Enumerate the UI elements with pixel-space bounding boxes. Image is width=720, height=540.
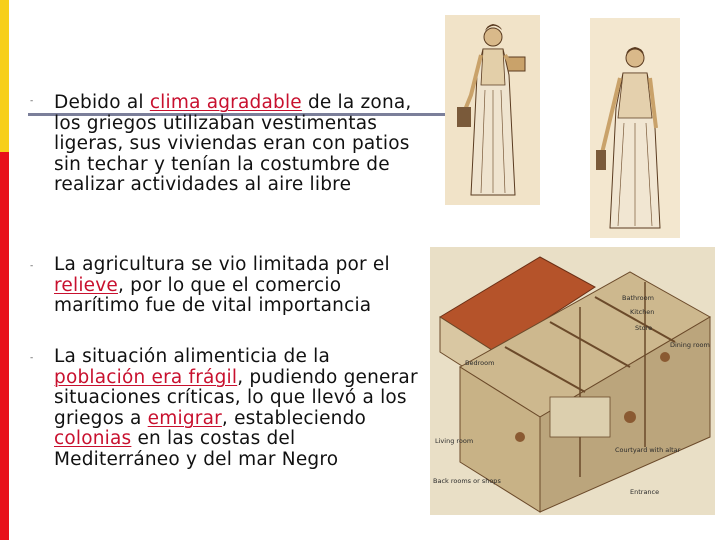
greek-woman-icon [445,15,540,205]
text-segment: , pudiendo generar situaciones críticas, lo que llevó a los griegos a [54,366,418,429]
paragraph-1 [54,93,424,196]
text-segment: Debido al [54,92,150,113]
text-segment: La agricultura se vio limitada por el [54,254,390,275]
greek-house-cutaway-illustration [430,247,715,515]
greek-woman-icon [590,18,680,238]
greek-figure-illustration-1 [445,15,540,205]
highlighted-term: emigrar [147,407,222,429]
greek-figure-illustration-2 [590,18,680,238]
bullet-marker: - [30,96,34,106]
paragraph-2 [54,255,424,317]
text-segment: , estableciendo [221,407,367,429]
text-segment: en las costas del Mediterráneo y del mar Negro [54,428,339,470]
label-bathroom: Bathroom [622,294,654,302]
text-segment: de la zona, los griegos utilizaban vestimentas ligeras, sus viviendas eran con patios sin techar y tenían la costumbre de realizar actividades al aire libre [54,92,412,195]
house-floorplan-icon [430,247,715,515]
highlighted-term: relieve [54,274,118,296]
paragraph-3 [54,347,424,470]
bullet-marker: - [30,261,34,271]
text-segment: , por lo que el comercio marítimo fue de vital importancia [54,274,372,316]
bullet-marker: - [30,353,34,363]
label-kitchen: Kitchen [630,308,655,316]
label-back-rooms: Back rooms or shops [433,477,501,485]
highlighted-term: población era frágil [54,366,238,388]
label-living-room: Living room [435,437,474,445]
text-segment: La situación alimenticia de la [54,346,331,367]
accent-bar-red [0,152,9,540]
label-entrance: Entrance [630,488,660,496]
label-bedroom: Bedroom [465,359,495,367]
label-courtyard: Courtyard with altar [615,446,681,454]
label-dining-room: Dining room [670,341,710,349]
highlighted-term: colonias [54,428,132,449]
label-store: Store [635,324,653,332]
highlighted-term: clima agradable [149,92,302,113]
accent-bar-yellow [0,0,9,152]
